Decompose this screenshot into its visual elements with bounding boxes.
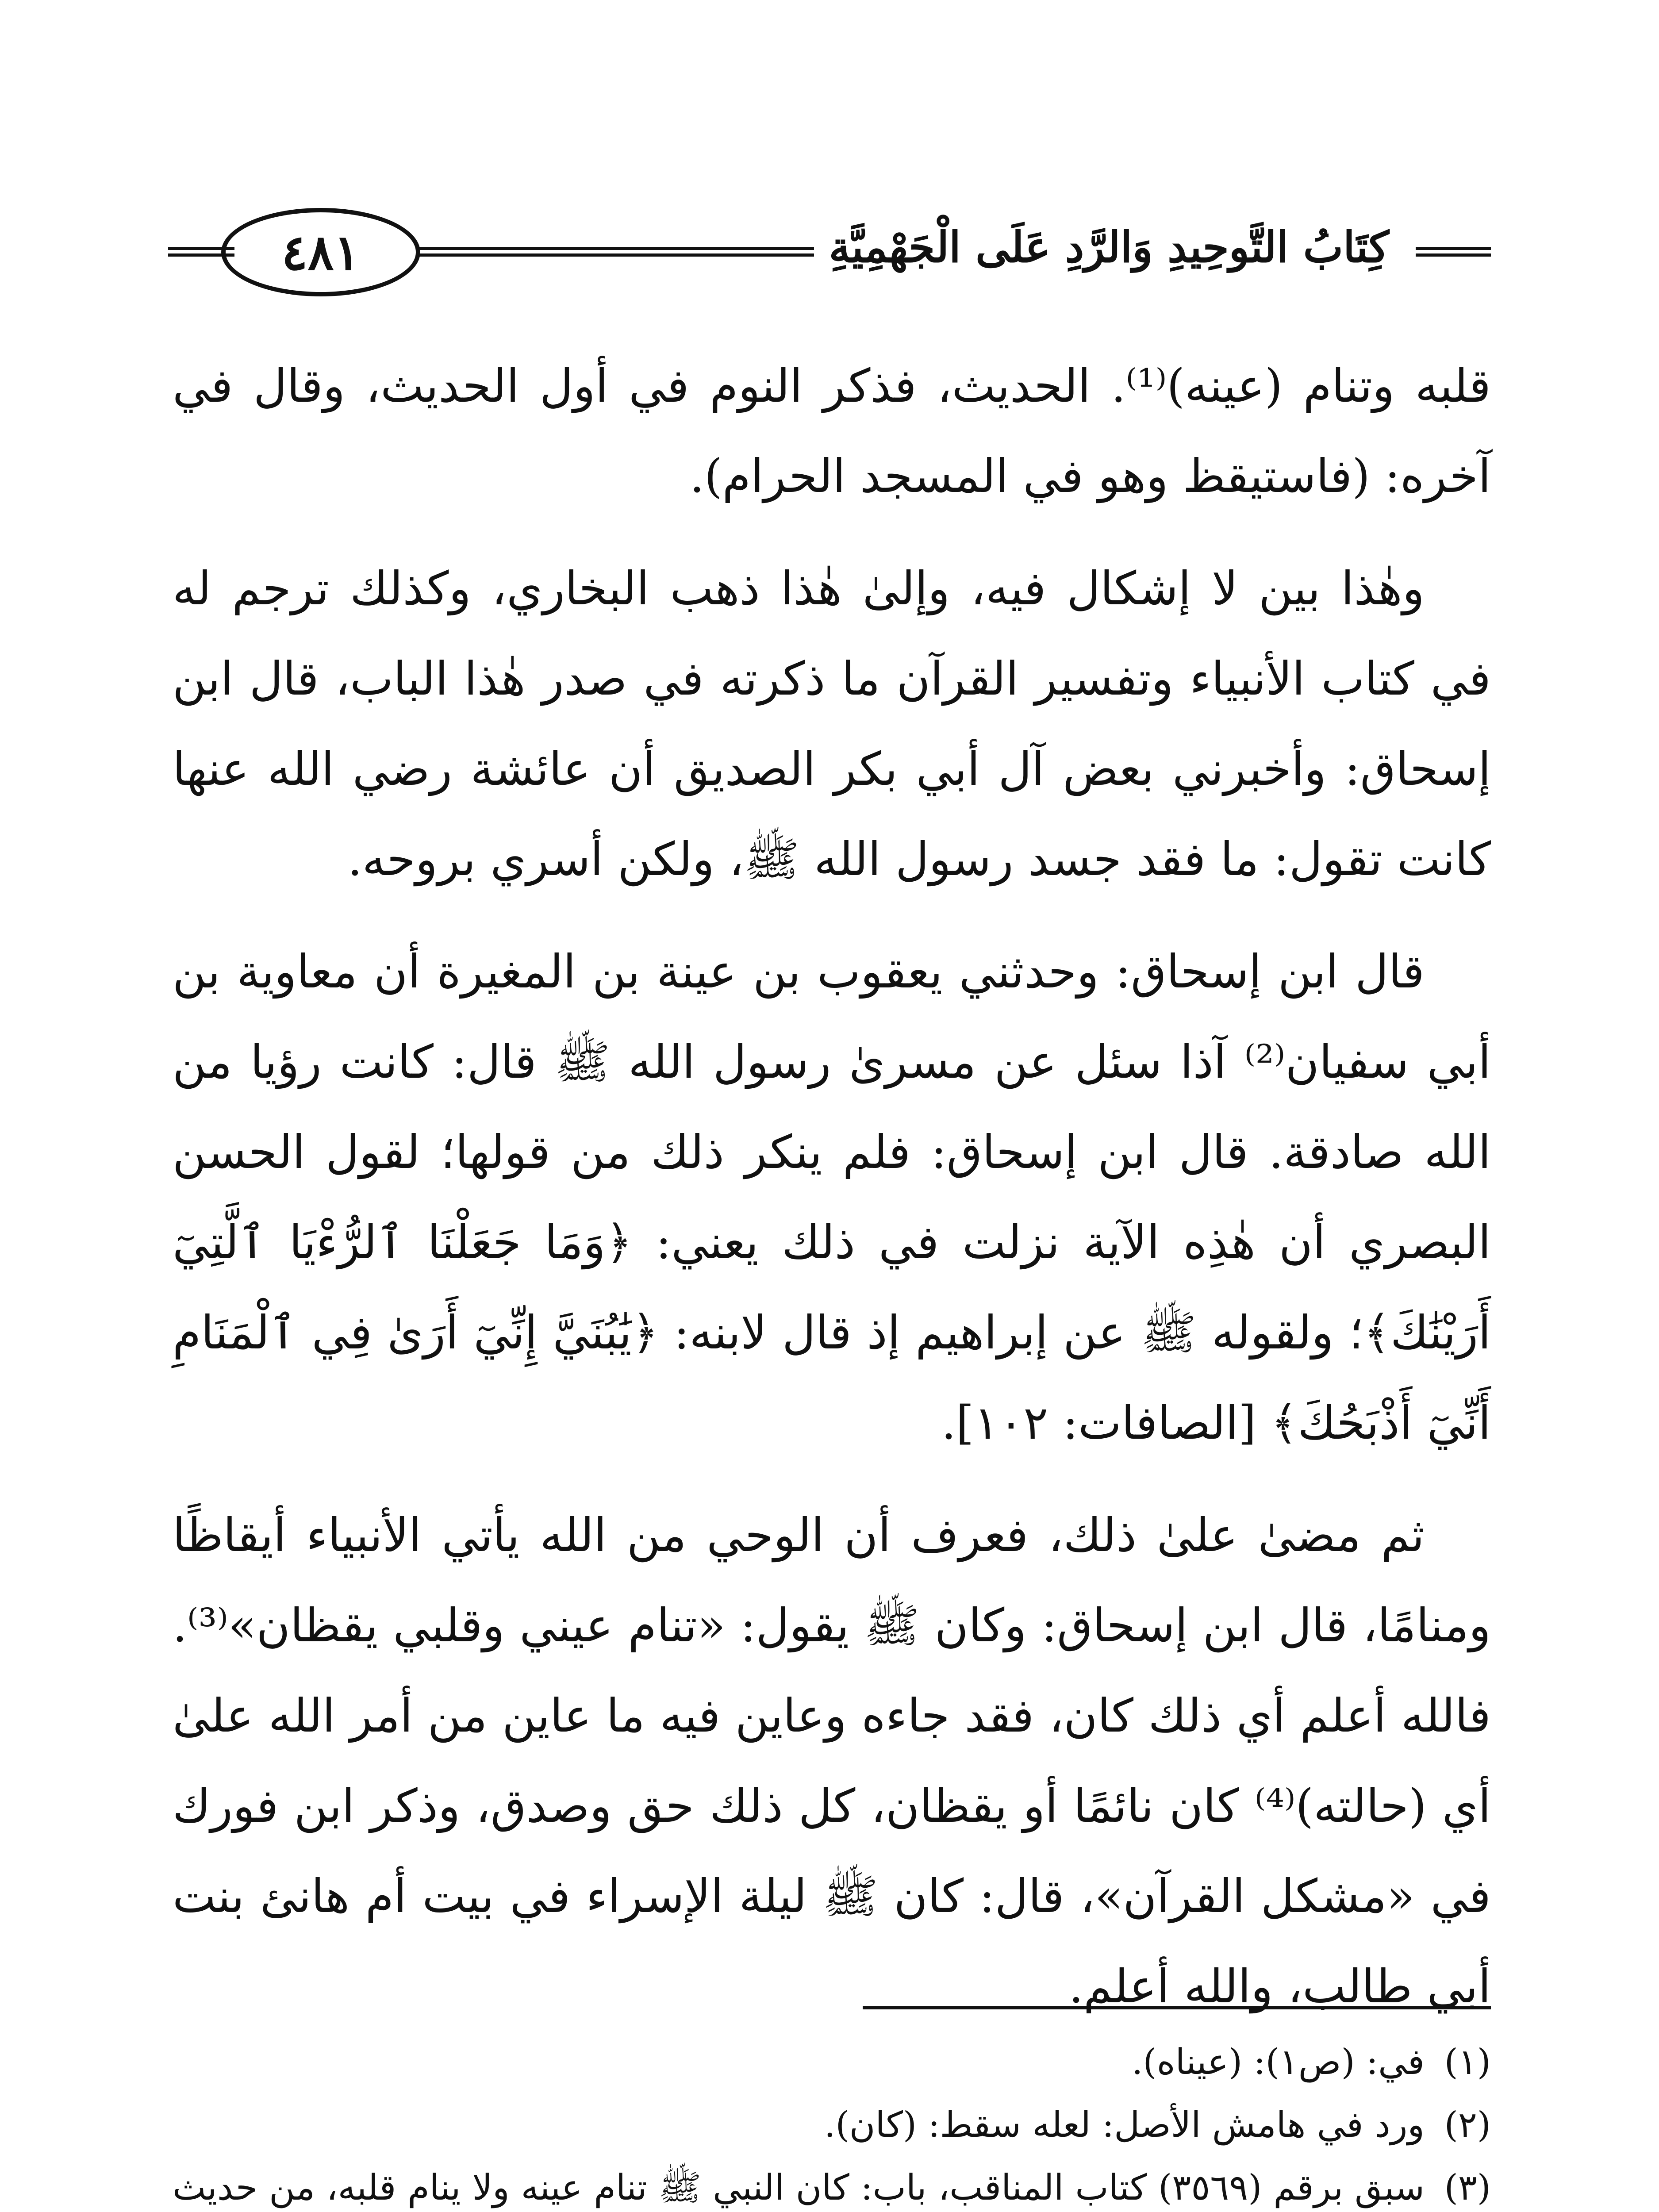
page-header — [168, 208, 1491, 296]
paragraph-2: وهٰذا بين لا إشكال فيه، وإلىٰ هٰذا ذهب البخاري، وكذلك ترجم له في كتاب الأنبياء وتفسير القرآن ما ذكرته في صدر هٰذا الباب، قال ابن إسحاق: وأخبرني بعض آل أبي بكر الصديق أن عائشة رضي الله عنها كانت تقول: ما فقد جسد رسول الله ﷺ، ولكن أسري بروحه. — [173, 561, 1491, 886]
page-number-badge — [221, 208, 420, 296]
header-rule — [416, 247, 814, 257]
paragraph-4: ثم مضىٰ علىٰ ذلك، فعرف أن الوحي من الله يأتي الأنبياء أيقاظًا ومنامًا، قال ابن إسحاق: وكان ﷺ يقول: «تنام عيني وقلبي يقظان»⁽³⁾. فالله أعلم أي ذلك كان، فقد جاءه وعاين فيه ما عاين من أمر الله علىٰ أي (حالته)⁽⁴⁾ كان نائمًا أو يقظان، كل ذلك حق وصدق، وذكر ابن فورك في «مشكل القرآن»، قال: كان ﷺ ليلة الإسراء في بيت أم هانئ بنت أبي طالب، والله أعلم. — [173, 1508, 1491, 2013]
footnote-text: سبق برقم (٣٥٦٩) كتاب المناقب، باب: كان النبي ﷺ تنام عينه ولا ينام قلبه، من حديث — [173, 2167, 1425, 2208]
footnote-number: (٣) — [1444, 2167, 1491, 2208]
footnote — [173, 2031, 1491, 2093]
footnote — [173, 2156, 1491, 2212]
footnote-separator — [863, 2006, 1491, 2009]
footnote-text: في: (ص١): (عيناه). — [1132, 2041, 1425, 2082]
paragraph-1: قلبه وتنام (عينه)⁽¹⁾. الحديث، فذكر النوم في أول الحديث، وقال في آخره: (فاستيقظ وهو في المسجد الحرام). — [173, 359, 1491, 503]
footnote-text: ورد في هامش الأصل: لعله سقط: (كان). — [824, 2104, 1425, 2145]
paragraph-3: قال ابن إسحاق: وحدثني يعقوب بن عينة بن المغيرة أن معاوية بن أبي سفيان⁽²⁾ آذا سئل عن مسرىٰ رسول الله ﷺ قال: كانت رؤيا من الله صادقة. قال ابن إسحاق: فلم ينكر ذلك من قولها؛ لقول الحسن البصري أن هٰذِه الآية نزلت في ذلك يعني: ﴿وَمَا جَعَلْنَا ٱلرُّءْيَا ٱلَّتِيٓ أَرَيْنَٰكَ﴾؛ ولقوله ﷺ عن إبراهيم إذ قال لابنه: ﴿يَٰبُنَيَّ إِنِّيٓ أَرَىٰ فِي ٱلْمَنَامِ أَنِّيٓ أَذْبَحُكَ﴾ [الصافات: ١٠٢]. — [173, 945, 1491, 1450]
page-number: ٤٨١ — [281, 223, 360, 281]
main-text — [173, 341, 1491, 2054]
header-ornament-right — [1416, 247, 1491, 257]
footnotes — [173, 2031, 1491, 2212]
running-title: كِتَابُ التَّوحِيدِ وَالرَّدِ عَلَى الْجَهْمِيَّةِ — [829, 222, 1389, 272]
footnote — [173, 2093, 1491, 2156]
footnote-number: (٢) — [1444, 2104, 1491, 2145]
footnote-number: (١) — [1444, 2041, 1491, 2082]
header-ornament-left — [168, 247, 234, 257]
